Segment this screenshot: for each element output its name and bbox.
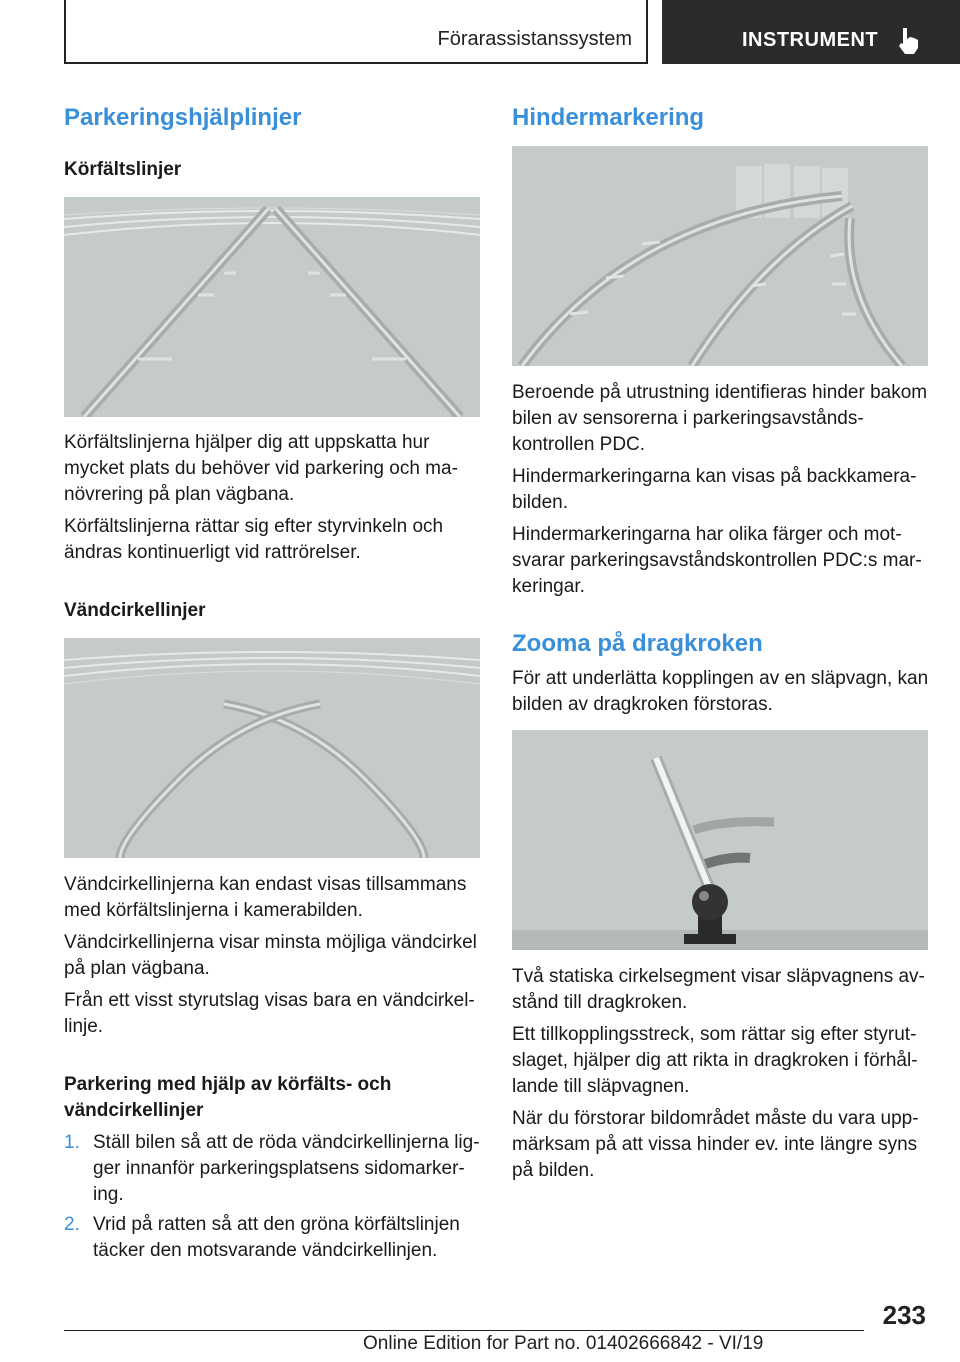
lane-lines-paragraph-1: Körfältslinjerna hjälper dig att uppskatta hur mycket plats du behöver vid parkering och ma-növrering på plan vägbana. — [64, 432, 458, 505]
step-number: 1. — [64, 1132, 80, 1153]
subheading-turning-circle-lines: Vändcirkellinjer — [64, 600, 206, 621]
obstacle-paragraph-3: Hindermarkeringarna har olika färger och mot-svarar parkeringsavståndskontrollen PDC:s mar-keringar. — [512, 524, 922, 597]
zoom-paragraph-3: Ett tillkopplingsstreck, som rättar sig efter styrut-slaget, hjälper dig att rikta in dragkroken i förhål-lande till släpvagnen. — [512, 1024, 918, 1097]
page-number: 233 — [882, 1300, 926, 1330]
turning-lines-paragraph-2: Vändcirkellinjerna visar minsta möjliga vändcirkel på plan vägbana. — [64, 932, 477, 979]
list-item — [64, 1212, 482, 1266]
turning-circle-illustration — [64, 638, 480, 858]
turning-lines-paragraph-3: Från ett visst styrutslag visas bara en vändcirkel-linje. — [64, 990, 475, 1037]
footer-edition: Online Edition for Part no. 01402666842 - VI/19 — [363, 1333, 764, 1354]
section-heading-parking-lines: Parkeringshjälplinjer — [64, 104, 302, 131]
step-number: 2. — [64, 1214, 80, 1235]
subheading-parking-procedure: Parkering med hjälp av körfälts- och vändcirkellinjer — [64, 1074, 392, 1121]
zoom-paragraph-4: När du förstorar bildområdet måste du vara upp-märksam på att vissa hinder ev. inte längre syns på bilden. — [512, 1108, 919, 1181]
list-item — [64, 1130, 482, 1210]
step-text: Vrid på ratten så att den gröna körfältslinjen täcker den motsvarande vändcirkellinjen. — [93, 1214, 460, 1261]
footer-divider — [64, 1330, 864, 1331]
lane-lines-paragraph-2: Körfältslinjerna rättar sig efter styrvinkeln och ändras kontinuerligt vid rattrörelser. — [64, 516, 444, 563]
turning-lines-paragraph-1: Vändcirkellinjerna kan endast visas tillsammans med körfältslinjerna i kamerabilden. — [64, 874, 467, 921]
chapter-title: INSTRUMENT — [742, 29, 879, 51]
section-heading-zoom-tow-hook: Zooma på dragkroken — [512, 630, 763, 657]
step-text: Ställ bilen så att de röda vändcirkellinjerna lig-ger innanför parkeringsplatsens sidomarker-ing. — [93, 1132, 480, 1205]
obstacle-paragraph-1: Beroende på utrustning identifieras hinder bakom bilen av sensorerna i parkeringsavstånds-kontrollen PDC. — [512, 382, 928, 455]
header-section-box — [64, 0, 648, 64]
zoom-paragraph-2: Två statiska cirkelsegment visar släpvagnens av-stånd till dragkroken. — [512, 966, 925, 1013]
obstacle-marking-illustration — [512, 146, 928, 366]
lane-lines-illustration — [64, 197, 480, 417]
subheading-lane-lines: Körfältslinjer — [64, 159, 182, 180]
section-heading-obstacle-marking: Hindermarkering — [512, 104, 705, 131]
section-title: Förarassistanssystem — [437, 28, 632, 50]
zoom-paragraph-1: För att underlätta kopplingen av en släpvagn, kan bilden av dragkroken förstoras. — [512, 668, 929, 715]
chapter-tab — [662, 0, 960, 64]
tow-hook-illustration — [512, 730, 928, 950]
pointing-hand-icon — [894, 26, 924, 56]
obstacle-paragraph-2: Hindermarkeringarna kan visas på backkamera-bilden. — [512, 466, 917, 513]
